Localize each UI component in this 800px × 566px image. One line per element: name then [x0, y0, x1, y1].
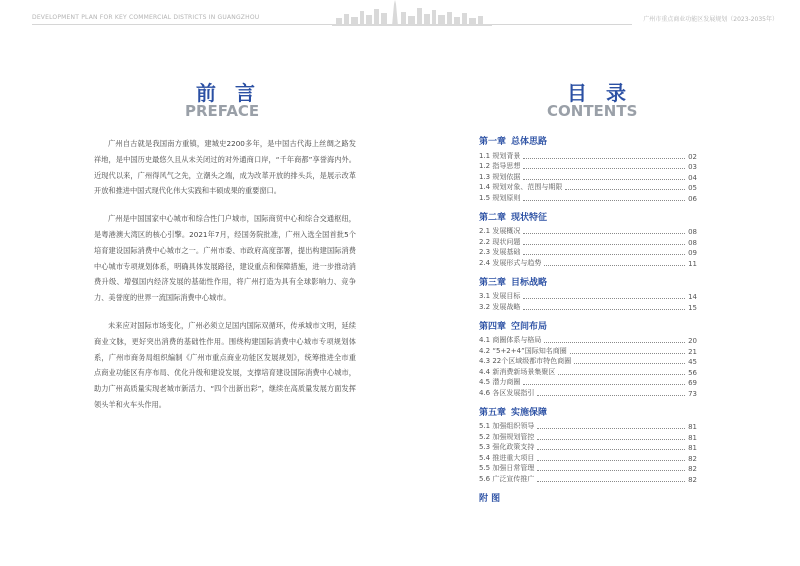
toc-entry-label: 3.1 发展目标 — [479, 292, 521, 300]
preface-paragraph: 广州自古就是我国南方重镇，建城史2200多年，是中国古代海上丝绸之路发祥地，是中国历史最悠久且从未关闭过的对外通商口岸，“千年商都”享誉海内外。近现代以来，广州得风气之先，立潮头之端，成为改革开放的排头兵，是展示改革开放和推进中国式现代化伟大实践和丰硕成果的重要窗口。 — [94, 139, 356, 196]
toc-entry-page: 20 — [688, 337, 697, 345]
toc-entry-page: 15 — [688, 303, 697, 312]
dot-leader — [523, 244, 685, 245]
dot-leader — [544, 342, 685, 343]
toc-entry-page: 08 — [688, 238, 697, 247]
toc-entry[interactable] — [479, 257, 697, 268]
toc-entry-page: 45 — [688, 358, 697, 366]
toc-entry-label: 3.2 发展战略 — [479, 302, 521, 311]
chapter-heading[interactable] — [479, 405, 697, 418]
toc-entry-label: 1.1 规划背景 — [479, 151, 521, 160]
toc-entry-page: 82 — [688, 465, 697, 473]
toc-entry-page: 03 — [688, 163, 697, 171]
preface-paragraph: 广州是中国国家中心城市和综合性门户城市，国际商贸中心和综合交通枢纽，是粤港澳大湾区的核心引擎。2021年7月，经国务院批准，广州入选全国首批5个培育建设国际消费中心城市之一。广州市委、市政府高度部署，提出构建国际消费中心城市专项规划体系，明确具体发展路径，建设重点和保障措施，进一步推动消费升级、增强国内经济发展的基础性作用，将广州打造为具有全球影响力、竞争力、美誉度的世界一流国际消费中心城市。 — [94, 214, 356, 303]
dot-leader — [537, 439, 685, 440]
toc-entry-page: 82 — [688, 454, 697, 463]
toc-entry-label: 1.5 规划原则 — [479, 193, 521, 202]
chapter-title: 总体思路 — [511, 137, 548, 147]
toc-entry[interactable] — [479, 192, 697, 203]
toc-entry-page: 14 — [688, 293, 697, 301]
toc-entry-label: 4.3 22个区域级都市特色商圈 — [479, 357, 572, 365]
toc-entry-page: 04 — [688, 173, 697, 182]
toc-entry-label: 4.6 各区发展指引 — [479, 388, 535, 397]
toc-entry[interactable] — [479, 356, 697, 367]
dot-leader — [537, 449, 685, 450]
toc-entry[interactable] — [479, 150, 697, 161]
toc-entry[interactable] — [479, 335, 697, 346]
chapter-title: 目标战略 — [511, 277, 548, 288]
chapter-number: 第三章 — [479, 277, 507, 288]
toc-entry-page: 69 — [688, 379, 697, 387]
dot-leader — [523, 254, 685, 255]
toc-entry-page: 08 — [688, 228, 697, 236]
toc-entry-label: 5.6 广泛宣传推广 — [479, 474, 535, 483]
toc-entry[interactable] — [479, 161, 697, 172]
header-rule-left — [32, 24, 332, 25]
header-chinese-title: 广州市重点商业功能区发展规划（2023-2035年） — [643, 16, 778, 23]
toc-entry-page: 06 — [688, 194, 697, 203]
toc-entry-label: 5.3 强化政策支持 — [479, 443, 535, 451]
toc-entry[interactable] — [479, 247, 697, 258]
toc-entry-page: 05 — [688, 184, 697, 192]
chapter-heading[interactable] — [479, 210, 697, 223]
toc-entry[interactable] — [479, 463, 697, 474]
chapter-heading[interactable] — [479, 134, 697, 147]
toc-chapter-3 — [479, 275, 697, 312]
toc-entry-label: 5.2 加强规划管控 — [479, 432, 535, 441]
toc-entry[interactable] — [479, 442, 697, 453]
dot-leader — [537, 481, 685, 482]
chapter-title: 实施保障 — [511, 407, 548, 418]
toc-entry-page: 56 — [688, 368, 697, 377]
toc-entry-label: 5.5 加强日常管理 — [479, 464, 535, 472]
chapter-number: 第五章 — [479, 407, 507, 418]
toc-entry-label: 5.4 推进重大项目 — [479, 453, 535, 462]
toc-entry-page: 82 — [688, 475, 697, 484]
city-skyline-illustration — [332, 0, 492, 28]
dot-leader — [523, 298, 685, 299]
chapter-title: 空间布局 — [511, 321, 548, 332]
chapter-number: 第二章 — [479, 212, 507, 223]
dot-leader — [574, 363, 685, 364]
contents-title-en: CONTENTS — [547, 102, 638, 120]
toc-entry[interactable] — [479, 421, 697, 432]
dot-leader — [523, 168, 685, 169]
dot-leader — [558, 374, 685, 375]
toc-entry[interactable] — [479, 377, 697, 388]
toc-entry-page: 81 — [688, 433, 697, 442]
toc-entry-page: 11 — [688, 259, 697, 268]
toc-entry-page: 73 — [688, 389, 697, 398]
toc-entry[interactable] — [479, 473, 697, 484]
preface-body — [94, 136, 356, 425]
dot-leader — [523, 309, 685, 310]
dot-leader — [523, 384, 685, 385]
preface-title-cn: 前 言 — [196, 81, 261, 105]
toc-entry[interactable] — [479, 452, 697, 463]
toc-entry[interactable] — [479, 236, 697, 247]
toc-entry[interactable] — [479, 182, 697, 193]
chapter-number: 第一章 — [479, 137, 507, 147]
chapter-number: 第四章 — [479, 321, 507, 332]
header-english-title: DEVELOPMENT PLAN FOR KEY COMMERCIAL DISTRICTS IN GUANGZHOU — [32, 14, 260, 21]
toc-entry-label: 2.3 发展基础 — [479, 248, 521, 256]
toc-entry-label: 1.4 规划对象、范围与期限 — [479, 183, 563, 191]
preface-title-en: PREFACE — [185, 102, 260, 120]
toc-entry-label: 4.1 商圈体系与格局 — [479, 336, 542, 344]
toc-chapter-4 — [479, 319, 697, 398]
chapter-heading[interactable] — [479, 275, 697, 288]
toc-entry[interactable] — [479, 366, 697, 377]
toc-entry-page: 21 — [688, 347, 697, 356]
toc-entry-label: 2.4 发展形式与趋势 — [479, 258, 542, 267]
toc-chapter-2 — [479, 210, 697, 268]
toc-entry-label: 2.2 现状问题 — [479, 237, 521, 246]
toc-entry[interactable] — [479, 387, 697, 398]
toc-entry-label: 4.2 “5+2+4”国际知名商圈 — [479, 346, 567, 355]
toc-entry[interactable] — [479, 345, 697, 356]
toc-entry-label: 4.5 潜力商圈 — [479, 378, 521, 386]
toc-chapter-1 — [479, 134, 697, 203]
toc-entry-label: 2.1 发展概况 — [479, 227, 521, 235]
toc-chapter-5 — [479, 405, 697, 484]
dot-leader — [537, 395, 685, 396]
chapter-title: 现状特征 — [511, 212, 548, 223]
toc-entry-page: 02 — [688, 152, 697, 161]
dot-leader — [523, 200, 685, 201]
dot-leader — [523, 158, 685, 159]
toc-entry-label: 1.2 指导思想 — [479, 162, 521, 170]
dot-leader — [537, 428, 685, 429]
toc-entry-page: 81 — [688, 423, 697, 431]
dot-leader — [537, 470, 685, 471]
toc-entry-label: 5.1 加强组织领导 — [479, 422, 535, 430]
dot-leader — [523, 179, 685, 180]
toc-appendix[interactable]: 附 图 — [479, 493, 501, 504]
dot-leader — [565, 189, 685, 190]
preface-paragraph: 未来应对国际市场变化，广州必须立足国内国际双循环，传承城市文明，延续商业文脉，更好突出消费的基础性作用。围绕构建国际消费中心城市专项规划体系，广州市商务局组织编制《广州市重点商业功能区发展规划》，统筹推进全市重点商业功能区有序布局、优化升级和建设发展，支撑培育建设国际消费中心城市，助力广州高质量实现老城市新活力、“四个出新出彩”，继续在高质量发展方面发挥领头羊和火车头作用。 — [94, 320, 356, 409]
toc-entry[interactable] — [479, 431, 697, 442]
dot-leader — [537, 460, 685, 461]
table-of-contents — [479, 134, 697, 504]
header-rule-right — [492, 24, 632, 25]
dot-leader — [523, 233, 685, 234]
dot-leader — [544, 265, 685, 266]
toc-entry[interactable] — [479, 226, 697, 237]
toc-entry-page: 09 — [688, 249, 697, 257]
chapter-heading[interactable] — [479, 319, 697, 332]
toc-entry-label: 4.4 新消费新场景集聚区 — [479, 367, 556, 376]
toc-entry[interactable] — [479, 291, 697, 302]
dot-leader — [570, 353, 685, 354]
toc-entry-label: 1.3 规划依据 — [479, 172, 521, 181]
contents-title-cn: 目 录 — [567, 81, 632, 105]
toc-entry[interactable] — [479, 301, 697, 312]
toc-entry[interactable] — [479, 171, 697, 182]
toc-entry-page: 81 — [688, 444, 697, 452]
